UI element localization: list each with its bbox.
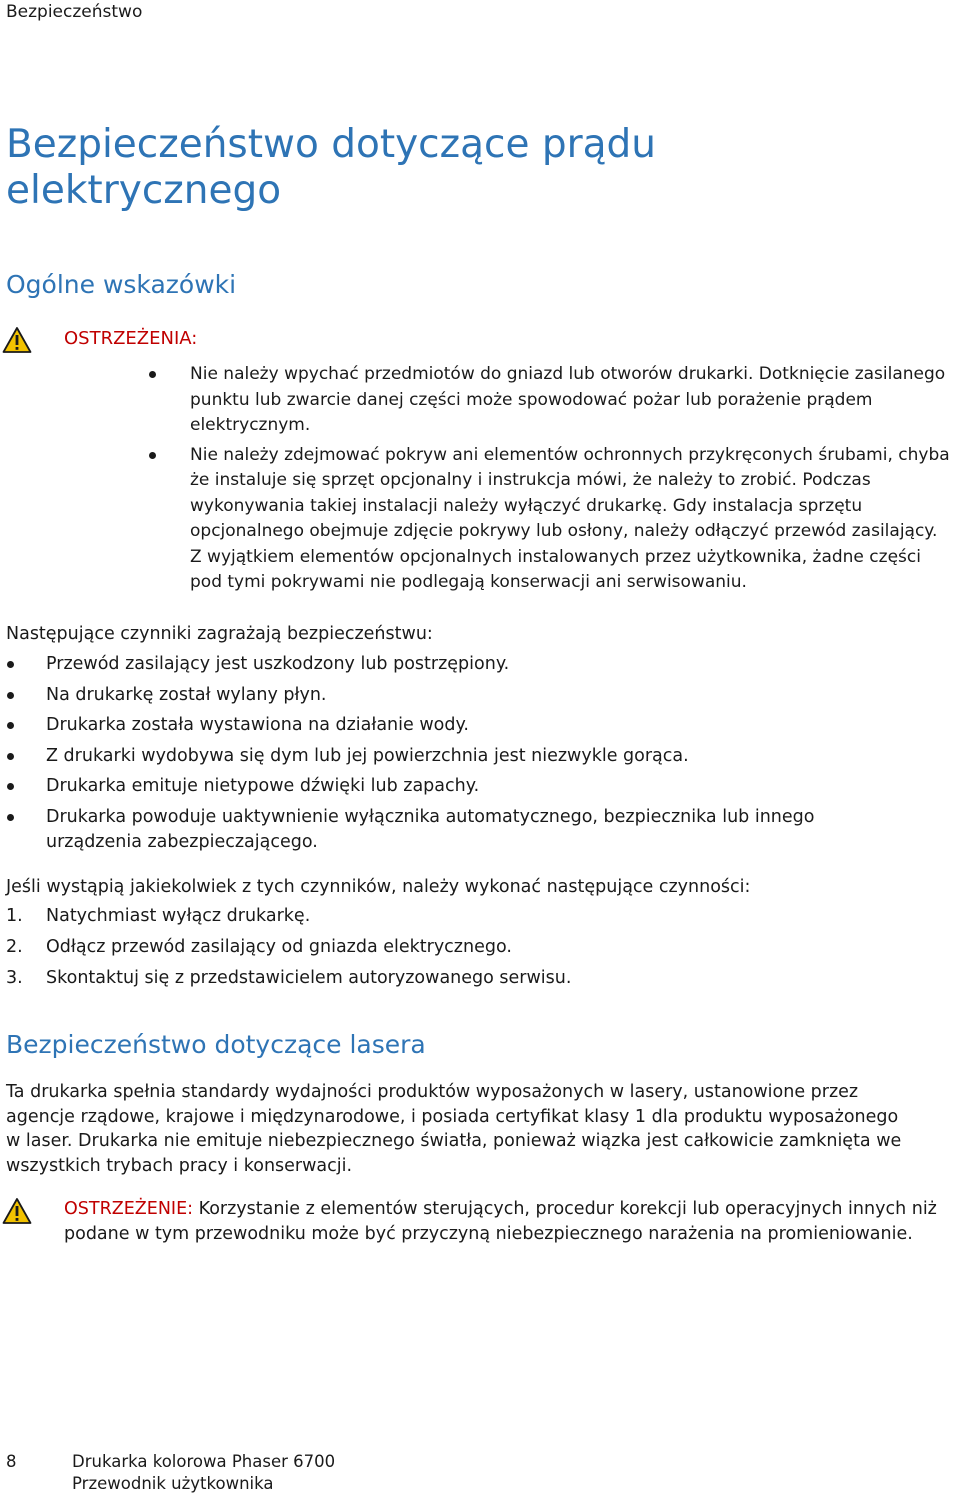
list-item: Przewód zasilający jest uszkodzony lub postrzępiony. [46,652,926,677]
list-item: Drukarka została wystawiona na działanie wody. [46,713,926,738]
bullet-icon [7,692,14,699]
list-item: Nie należy zdejmować pokryw ani elementów ochronnych przykręconych śrubami, chyba że instaluje się sprzęt opcjonalny i instrukcja mówi, że należy to zrobić. Podczas wykonywania takiej instalacji należy wyłączyć drukarkę. Gdy instalacja sprzętu opcjonalnego obejmuje zdjęcie pokrywy lub osłony, należy odłączyć przewód zasilający. Z wyjątkiem elementów opcjonalnych instalowanych przez użytkownika, żadne części pod tymi pokrywami nie podlegają konserwacji ani serwisowaniu. [190,443,950,596]
list-item: 1. Natychmiast wyłącz drukarkę. [6,906,311,926]
warning-triangle-icon [2,1197,32,1225]
warning-list [190,362,950,596]
list-item: 2. Odłącz przewód zasilający od gniazda elektrycznego. [6,937,512,957]
warning-label: OSTRZEŻENIE: [64,1199,194,1219]
page-title: Bezpieczeństwo dotyczące prądu elektrycznego [6,122,656,213]
list-item: Z drukarki wydobywa się dym lub jej powierzchnia jest niezwykle gorąca. [46,744,926,769]
section-heading-laser: Bezpieczeństwo dotyczące lasera [6,1030,426,1059]
bullet-icon [149,452,156,459]
list-item: Drukarka emituje nietypowe dźwięki lub zapachy. [46,774,926,799]
bullet-icon [7,661,14,668]
bullet-icon [149,371,156,378]
laser-warning [64,1197,949,1246]
bullet-icon [7,722,14,729]
warning-text: Korzystanie z elementów sterujących, procedur korekcji lub operacyjnych innych niż podane w tym przewodniku może być przyczyną niebezpiecznego narażenia na promieniowanie. [64,1199,937,1244]
bullet-icon [7,753,14,760]
footer-product: Drukarka kolorowa Phaser 6700 [72,1452,336,1471]
hazards-list [46,652,926,860]
section-heading-general: Ogólne wskazówki [6,270,237,299]
warning-triangle-icon [2,326,32,354]
list-item: 3. Skontaktuj się z przedstawicielem autoryzowanego serwisu. [6,968,572,988]
list-item: Nie należy wpychać przedmiotów do gniazd lub otworów drukarki. Dotknięcie zasilanego punktu lub zwarcie danej części może spowodować pożar lub porażenie prądem elektrycznym. [190,362,950,439]
running-header: Bezpieczeństwo [6,2,143,22]
page-number: 8 [6,1452,17,1471]
laser-paragraph: Ta drukarka spełnia standardy wydajności produktów wyposażonych w lasery, ustanowione przez agencje rządowe, krajowe i międzynarodowe, i posiada certyfikat klasy 1 dla produktu wyposażonego w laser. Drukarka nie emituje niebezpiecznego światła, ponieważ wiązka jest całkowicie zamknięta we wszystkich trybach pracy i konserwacji. [6,1082,902,1176]
actions-intro: Jeśli wystąpią jakiekolwiek z tych czynników, należy wykonać następujące czynności: [6,877,751,897]
list-item: Na drukarkę został wylany płyn. [46,683,926,708]
bullet-icon [7,783,14,790]
list-item: Drukarka powoduje uaktywnienie wyłącznika automatycznego, bezpiecznika lub innego urządzenia zabezpieczającego. [46,805,836,855]
bullet-icon [7,814,14,821]
footer-guide: Przewodnik użytkownika [72,1474,274,1493]
warning-label: OSTRZEŻENIA: [64,328,198,349]
hazards-intro: Następujące czynniki zagrażają bezpieczeństwu: [6,624,433,644]
actions-list [6,904,906,997]
